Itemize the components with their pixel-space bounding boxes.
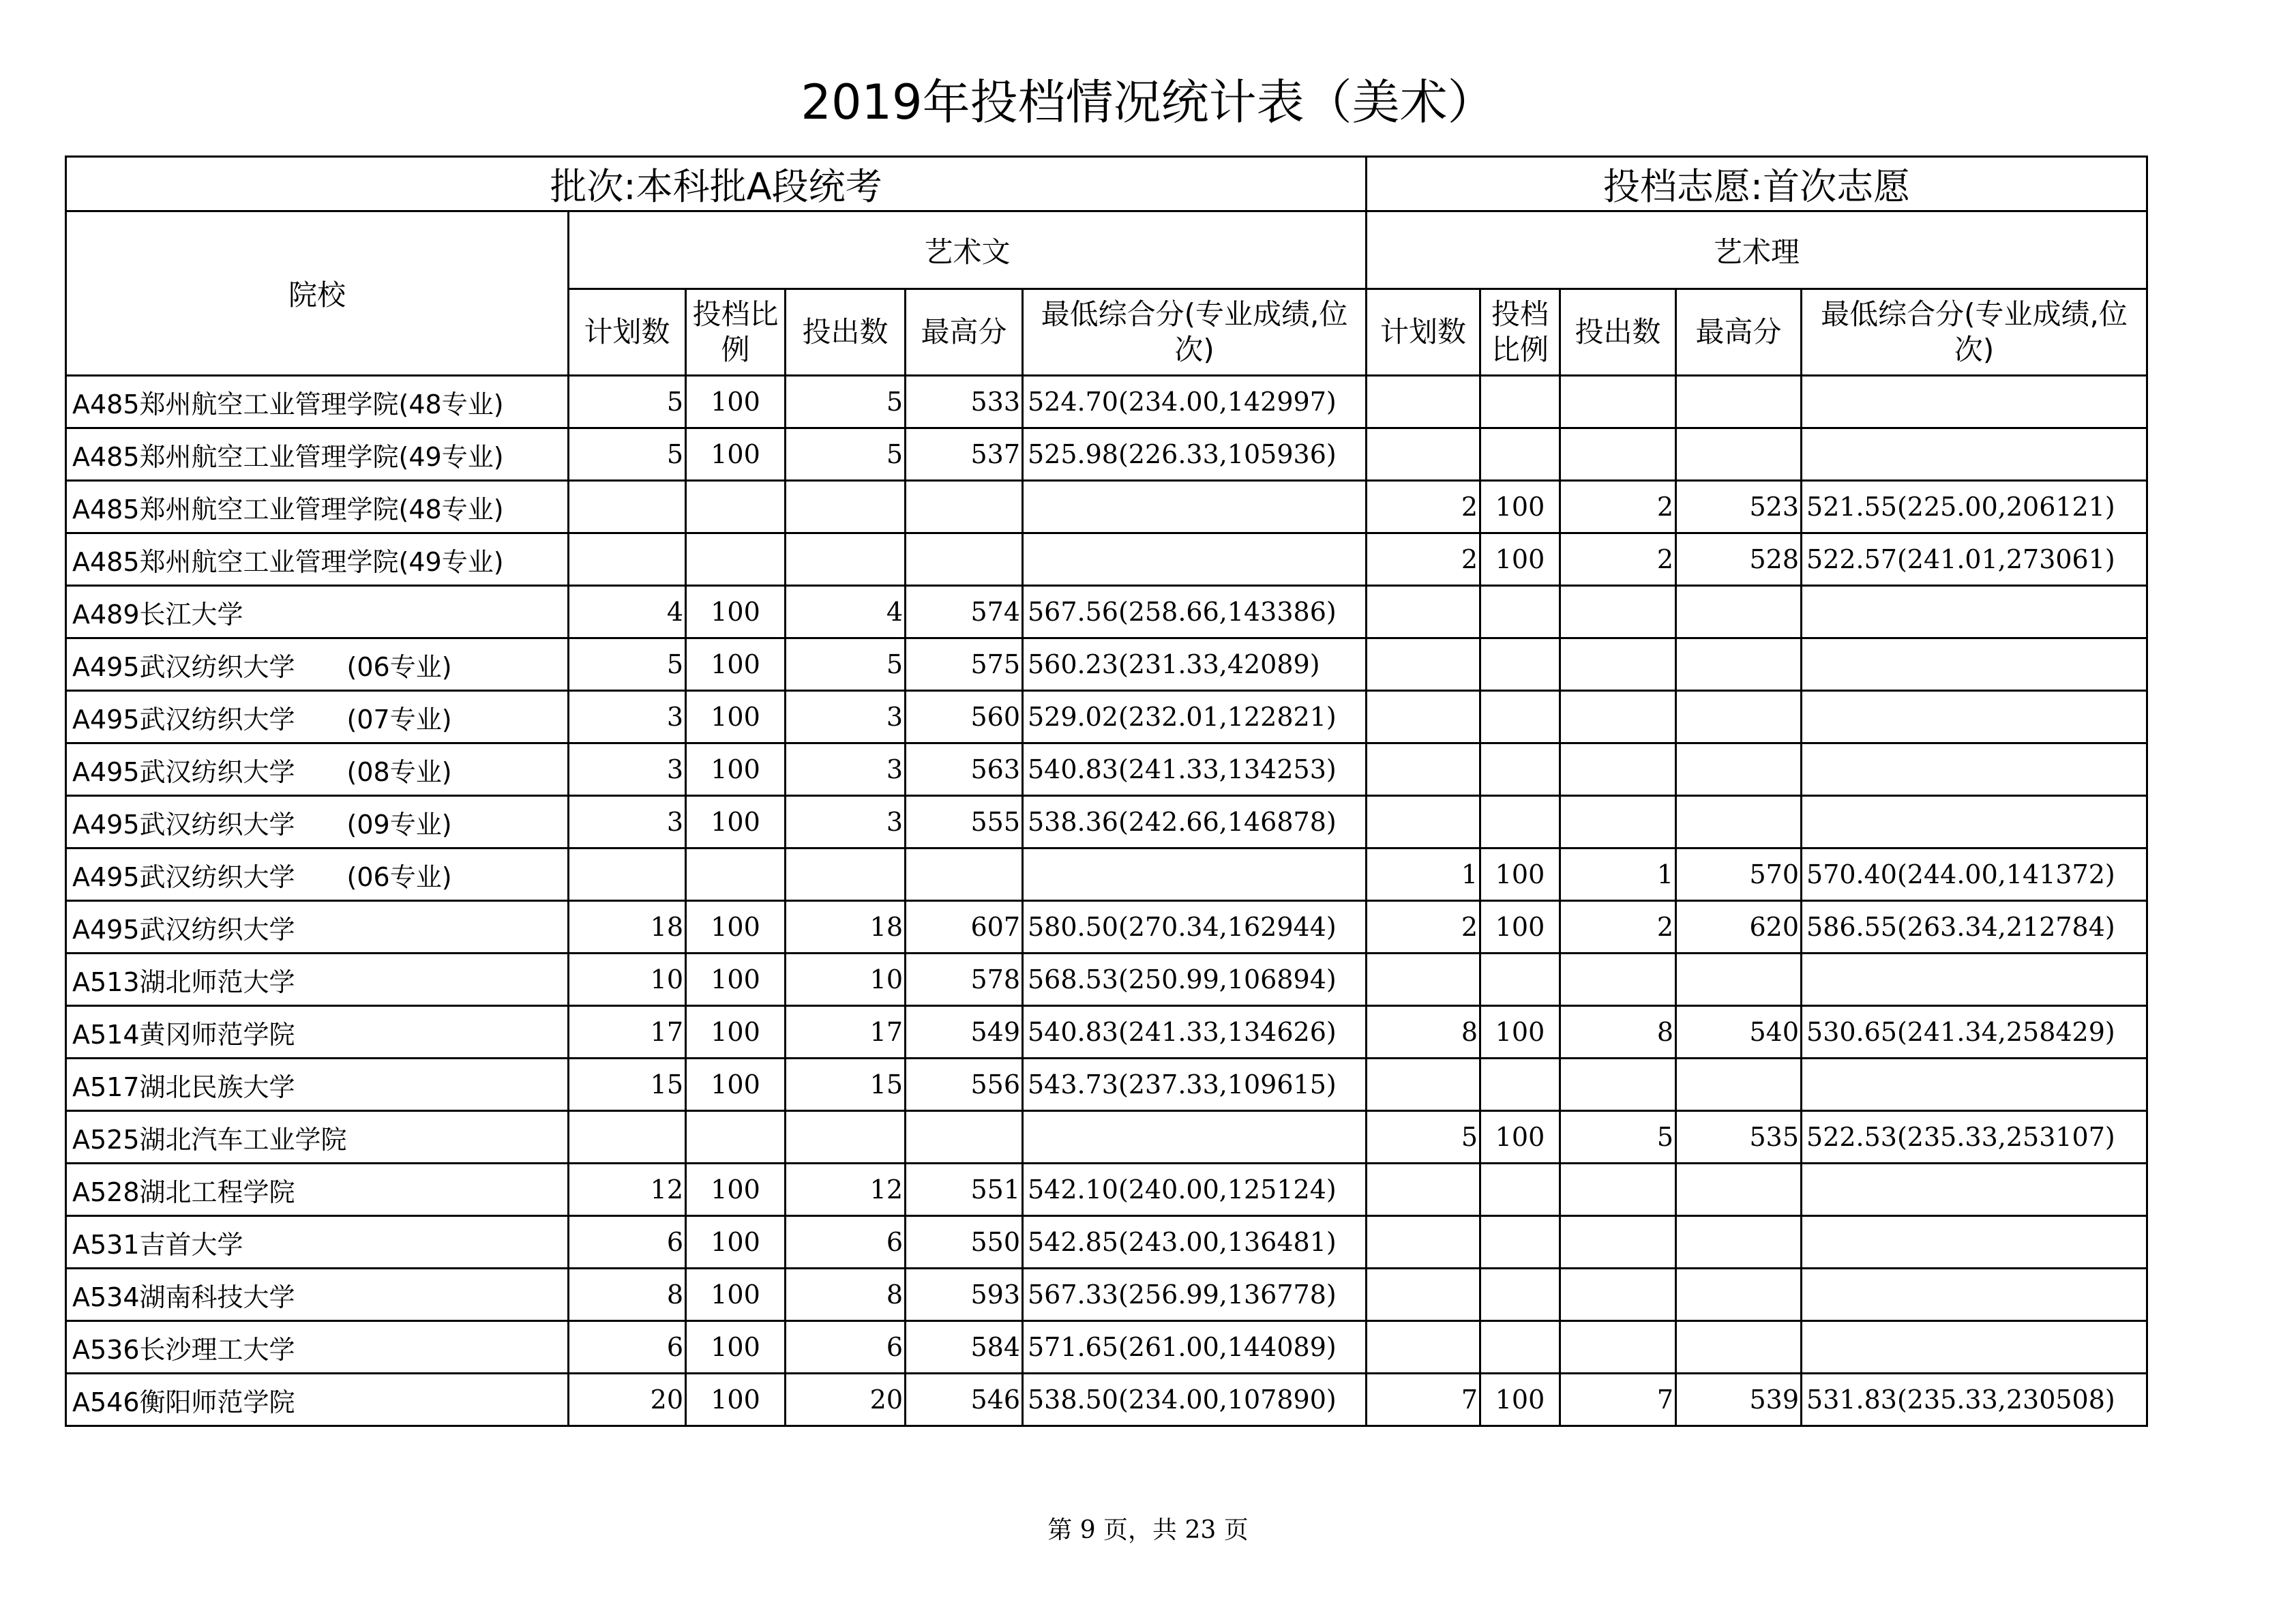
li-min-cell bbox=[1802, 376, 2147, 428]
wen-out-cell: 10 bbox=[786, 954, 906, 1006]
group-header-wen: 艺术文 bbox=[569, 211, 1367, 289]
wen-out-cell: 3 bbox=[786, 743, 906, 796]
li-plan-cell: 2 bbox=[1367, 533, 1480, 586]
table-row bbox=[66, 428, 2147, 481]
wen-min-cell: 524.70(234.00,142997) bbox=[1023, 376, 1367, 428]
li-ratio-cell bbox=[1480, 1059, 1560, 1111]
li-plan-cell bbox=[1367, 691, 1480, 743]
wen-out-cell bbox=[786, 848, 906, 901]
wen-out-cell: 20 bbox=[786, 1374, 906, 1426]
li-out-cell bbox=[1560, 1059, 1676, 1111]
wen-max-cell: 533 bbox=[906, 376, 1023, 428]
li-min-cell bbox=[1802, 586, 2147, 638]
li-ratio-cell bbox=[1480, 1321, 1560, 1374]
wen-plan-cell: 10 bbox=[569, 954, 686, 1006]
wen-ratio-cell: 100 bbox=[686, 954, 786, 1006]
wen-plan-cell bbox=[569, 1111, 686, 1164]
wen-ratio-cell bbox=[686, 481, 786, 533]
li-plan-cell: 7 bbox=[1367, 1374, 1480, 1426]
li-ratio-cell: 100 bbox=[1480, 1374, 1560, 1426]
li-max-cell: 535 bbox=[1676, 1111, 1802, 1164]
li-plan-cell bbox=[1367, 376, 1480, 428]
li-out-cell bbox=[1560, 1321, 1676, 1374]
wen-out-cell bbox=[786, 533, 906, 586]
school-name-cell: A495武汉纺织大学 (06专业) bbox=[66, 848, 569, 901]
li-max-cell bbox=[1676, 1269, 1802, 1321]
wen-min-cell: 567.56(258.66,143386) bbox=[1023, 586, 1367, 638]
wen-ratio-header: 投档比例 bbox=[686, 289, 786, 376]
li-plan-cell bbox=[1367, 1321, 1480, 1374]
table-row bbox=[66, 638, 2147, 691]
wen-max-cell: 556 bbox=[906, 1059, 1023, 1111]
table-row bbox=[66, 743, 2147, 796]
li-max-header: 最高分 bbox=[1676, 289, 1802, 376]
li-max-cell bbox=[1676, 376, 1802, 428]
wen-ratio-cell bbox=[686, 848, 786, 901]
wen-ratio-cell: 100 bbox=[686, 586, 786, 638]
li-plan-cell: 8 bbox=[1367, 1006, 1480, 1059]
wen-ratio-cell bbox=[686, 1111, 786, 1164]
school-name-cell: A485郑州航空工业管理学院(49专业) bbox=[66, 428, 569, 481]
batch-label: 批次:本科批A段统考 bbox=[66, 157, 1367, 211]
school-name-cell: A495武汉纺织大学 bbox=[66, 901, 569, 954]
li-max-cell: 528 bbox=[1676, 533, 1802, 586]
school-column-header: 院校 bbox=[66, 211, 569, 376]
wen-min-cell bbox=[1023, 533, 1367, 586]
li-max-cell: 523 bbox=[1676, 481, 1802, 533]
table-row bbox=[66, 1006, 2147, 1059]
li-max-cell bbox=[1676, 954, 1802, 1006]
wen-min-cell: 560.23(231.33,42089) bbox=[1023, 638, 1367, 691]
li-min-cell bbox=[1802, 954, 2147, 1006]
table-row bbox=[66, 1164, 2147, 1216]
li-ratio-cell: 100 bbox=[1480, 533, 1560, 586]
wen-ratio-cell: 100 bbox=[686, 1321, 786, 1374]
li-ratio-cell: 100 bbox=[1480, 1006, 1560, 1059]
wen-plan-cell: 5 bbox=[569, 428, 686, 481]
li-out-cell bbox=[1560, 1269, 1676, 1321]
wen-out-cell bbox=[786, 481, 906, 533]
volunteer-label: 投档志愿:首次志愿 bbox=[1367, 157, 2147, 211]
li-plan-cell bbox=[1367, 954, 1480, 1006]
wen-plan-cell bbox=[569, 533, 686, 586]
wen-out-cell: 18 bbox=[786, 901, 906, 954]
wen-max-cell: 550 bbox=[906, 1216, 1023, 1269]
wen-plan-cell bbox=[569, 481, 686, 533]
li-max-cell bbox=[1676, 691, 1802, 743]
table-row bbox=[66, 901, 2147, 954]
li-min-cell bbox=[1802, 1164, 2147, 1216]
li-out-cell bbox=[1560, 954, 1676, 1006]
wen-plan-cell: 15 bbox=[569, 1059, 686, 1111]
wen-plan-cell: 17 bbox=[569, 1006, 686, 1059]
li-max-cell: 539 bbox=[1676, 1374, 1802, 1426]
li-out-header: 投出数 bbox=[1560, 289, 1676, 376]
table-row bbox=[66, 481, 2147, 533]
wen-min-cell: 540.83(241.33,134253) bbox=[1023, 743, 1367, 796]
li-min-cell: 521.55(225.00,206121) bbox=[1802, 481, 2147, 533]
wen-ratio-cell: 100 bbox=[686, 1216, 786, 1269]
li-out-cell: 5 bbox=[1560, 1111, 1676, 1164]
wen-ratio-cell bbox=[686, 533, 786, 586]
school-name-cell: A489长江大学 bbox=[66, 586, 569, 638]
school-name-cell: A517湖北民族大学 bbox=[66, 1059, 569, 1111]
li-plan-cell bbox=[1367, 586, 1480, 638]
wen-max-cell: 560 bbox=[906, 691, 1023, 743]
wen-plan-cell: 3 bbox=[569, 743, 686, 796]
wen-ratio-cell: 100 bbox=[686, 1006, 786, 1059]
wen-max-cell: 546 bbox=[906, 1374, 1023, 1426]
wen-min-cell: 542.85(243.00,136481) bbox=[1023, 1216, 1367, 1269]
school-name-cell: A495武汉纺织大学 (09专业) bbox=[66, 796, 569, 848]
wen-plan-cell: 4 bbox=[569, 586, 686, 638]
wen-plan-cell: 12 bbox=[569, 1164, 686, 1216]
school-name-cell: A546衡阳师范学院 bbox=[66, 1374, 569, 1426]
wen-min-cell: 529.02(232.01,122821) bbox=[1023, 691, 1367, 743]
group-header-row bbox=[66, 211, 2147, 289]
li-min-cell: 522.53(235.33,253107) bbox=[1802, 1111, 2147, 1164]
wen-out-cell: 8 bbox=[786, 1269, 906, 1321]
wen-out-cell: 4 bbox=[786, 586, 906, 638]
wen-max-cell: 607 bbox=[906, 901, 1023, 954]
li-ratio-cell bbox=[1480, 691, 1560, 743]
wen-plan-cell: 5 bbox=[569, 638, 686, 691]
wen-ratio-cell: 100 bbox=[686, 1269, 786, 1321]
li-max-cell bbox=[1676, 1059, 1802, 1111]
li-out-cell bbox=[1560, 428, 1676, 481]
li-ratio-cell bbox=[1480, 1269, 1560, 1321]
li-out-cell bbox=[1560, 586, 1676, 638]
li-min-cell: 586.55(263.34,212784) bbox=[1802, 901, 2147, 954]
wen-out-cell: 12 bbox=[786, 1164, 906, 1216]
wen-ratio-cell: 100 bbox=[686, 901, 786, 954]
wen-ratio-cell: 100 bbox=[686, 638, 786, 691]
wen-out-cell: 6 bbox=[786, 1321, 906, 1374]
wen-max-cell: 575 bbox=[906, 638, 1023, 691]
li-out-cell: 1 bbox=[1560, 848, 1676, 901]
wen-min-cell: 542.10(240.00,125124) bbox=[1023, 1164, 1367, 1216]
school-name-cell: A514黄冈师范学院 bbox=[66, 1006, 569, 1059]
wen-out-cell: 5 bbox=[786, 428, 906, 481]
admission-table bbox=[65, 156, 2148, 1427]
li-plan-cell bbox=[1367, 428, 1480, 481]
wen-min-cell bbox=[1023, 848, 1367, 901]
wen-ratio-cell: 100 bbox=[686, 376, 786, 428]
li-min-cell bbox=[1802, 1269, 2147, 1321]
li-ratio-cell bbox=[1480, 743, 1560, 796]
li-max-cell bbox=[1676, 428, 1802, 481]
wen-ratio-cell: 100 bbox=[686, 428, 786, 481]
wen-plan-cell: 5 bbox=[569, 376, 686, 428]
wen-plan-cell: 20 bbox=[569, 1374, 686, 1426]
school-name-cell: A485郑州航空工业管理学院(49专业) bbox=[66, 533, 569, 586]
li-ratio-cell bbox=[1480, 428, 1560, 481]
li-out-cell: 2 bbox=[1560, 901, 1676, 954]
wen-min-header: 最低综合分(专业成绩,位次) bbox=[1023, 289, 1367, 376]
li-plan-cell bbox=[1367, 638, 1480, 691]
school-name-cell: A536长沙理工大学 bbox=[66, 1321, 569, 1374]
wen-ratio-cell: 100 bbox=[686, 1374, 786, 1426]
li-plan-cell bbox=[1367, 1216, 1480, 1269]
wen-min-cell: 580.50(270.34,162944) bbox=[1023, 901, 1367, 954]
table-row bbox=[66, 376, 2147, 428]
li-out-cell bbox=[1560, 1216, 1676, 1269]
page-footer: 第 9 页，共 23 页 bbox=[1047, 1516, 1249, 1544]
wen-min-cell: 543.73(237.33,109615) bbox=[1023, 1059, 1367, 1111]
table-row bbox=[66, 848, 2147, 901]
wen-ratio-cell: 100 bbox=[686, 1059, 786, 1111]
wen-max-cell: 537 bbox=[906, 428, 1023, 481]
table-row bbox=[66, 1216, 2147, 1269]
li-plan-cell bbox=[1367, 1059, 1480, 1111]
wen-min-cell: 540.83(241.33,134626) bbox=[1023, 1006, 1367, 1059]
school-name-cell: A528湖北工程学院 bbox=[66, 1164, 569, 1216]
li-out-cell bbox=[1560, 376, 1676, 428]
li-max-cell bbox=[1676, 1216, 1802, 1269]
li-max-cell bbox=[1676, 1164, 1802, 1216]
table-row bbox=[66, 533, 2147, 586]
li-min-header: 最低综合分(专业成绩,位次) bbox=[1802, 289, 2147, 376]
table-row bbox=[66, 1059, 2147, 1111]
wen-out-cell: 17 bbox=[786, 1006, 906, 1059]
wen-max-cell: 584 bbox=[906, 1321, 1023, 1374]
wen-min-cell: 571.65(261.00,144089) bbox=[1023, 1321, 1367, 1374]
wen-min-cell: 567.33(256.99,136778) bbox=[1023, 1269, 1367, 1321]
li-min-cell bbox=[1802, 1216, 2147, 1269]
li-plan-header: 计划数 bbox=[1367, 289, 1480, 376]
wen-plan-header: 计划数 bbox=[569, 289, 686, 376]
wen-ratio-cell: 100 bbox=[686, 796, 786, 848]
table-row bbox=[66, 586, 2147, 638]
wen-max-cell bbox=[906, 481, 1023, 533]
li-min-cell: 531.83(235.33,230508) bbox=[1802, 1374, 2147, 1426]
li-out-cell: 8 bbox=[1560, 1006, 1676, 1059]
li-ratio-cell: 100 bbox=[1480, 1111, 1560, 1164]
wen-plan-cell: 18 bbox=[569, 901, 686, 954]
wen-out-header: 投出数 bbox=[786, 289, 906, 376]
li-max-cell: 620 bbox=[1676, 901, 1802, 954]
li-plan-cell bbox=[1367, 1164, 1480, 1216]
li-max-cell bbox=[1676, 1321, 1802, 1374]
table-row bbox=[66, 1111, 2147, 1164]
li-ratio-cell: 100 bbox=[1480, 481, 1560, 533]
wen-plan-cell: 8 bbox=[569, 1269, 686, 1321]
wen-max-cell: 593 bbox=[906, 1269, 1023, 1321]
wen-max-cell: 551 bbox=[906, 1164, 1023, 1216]
li-out-cell bbox=[1560, 796, 1676, 848]
wen-min-cell bbox=[1023, 481, 1367, 533]
li-ratio-cell bbox=[1480, 1216, 1560, 1269]
li-out-cell bbox=[1560, 743, 1676, 796]
li-ratio-cell bbox=[1480, 376, 1560, 428]
wen-plan-cell: 6 bbox=[569, 1216, 686, 1269]
wen-max-cell: 574 bbox=[906, 586, 1023, 638]
wen-out-cell: 5 bbox=[786, 376, 906, 428]
li-ratio-header: 投档比例 bbox=[1480, 289, 1560, 376]
wen-min-cell bbox=[1023, 1111, 1367, 1164]
li-min-cell bbox=[1802, 1321, 2147, 1374]
li-min-cell: 530.65(241.34,258429) bbox=[1802, 1006, 2147, 1059]
li-plan-cell: 2 bbox=[1367, 481, 1480, 533]
wen-plan-cell: 3 bbox=[569, 691, 686, 743]
table-row bbox=[66, 1374, 2147, 1426]
li-ratio-cell bbox=[1480, 586, 1560, 638]
li-out-cell bbox=[1560, 638, 1676, 691]
li-out-cell bbox=[1560, 1164, 1676, 1216]
wen-ratio-cell: 100 bbox=[686, 1164, 786, 1216]
li-ratio-cell bbox=[1480, 796, 1560, 848]
table-row bbox=[66, 691, 2147, 743]
wen-out-cell: 15 bbox=[786, 1059, 906, 1111]
page-title: 2019年投档情况统计表（美术） bbox=[801, 74, 1495, 130]
school-name-cell: A495武汉纺织大学 (07专业) bbox=[66, 691, 569, 743]
school-name-cell: A485郑州航空工业管理学院(48专业) bbox=[66, 376, 569, 428]
li-max-cell bbox=[1676, 743, 1802, 796]
wen-max-cell: 555 bbox=[906, 796, 1023, 848]
wen-max-cell bbox=[906, 848, 1023, 901]
wen-max-header: 最高分 bbox=[906, 289, 1023, 376]
wen-ratio-cell: 100 bbox=[686, 691, 786, 743]
li-min-cell bbox=[1802, 691, 2147, 743]
li-ratio-cell: 100 bbox=[1480, 901, 1560, 954]
li-plan-cell: 1 bbox=[1367, 848, 1480, 901]
wen-out-cell: 3 bbox=[786, 691, 906, 743]
li-out-cell: 2 bbox=[1560, 481, 1676, 533]
wen-max-cell bbox=[906, 1111, 1023, 1164]
wen-min-cell: 538.50(234.00,107890) bbox=[1023, 1374, 1367, 1426]
li-out-cell: 7 bbox=[1560, 1374, 1676, 1426]
li-plan-cell bbox=[1367, 743, 1480, 796]
table-row bbox=[66, 954, 2147, 1006]
wen-max-cell: 578 bbox=[906, 954, 1023, 1006]
li-plan-cell bbox=[1367, 1269, 1480, 1321]
wen-out-cell: 6 bbox=[786, 1216, 906, 1269]
school-name-cell: A525湖北汽车工业学院 bbox=[66, 1111, 569, 1164]
school-name-cell: A531吉首大学 bbox=[66, 1216, 569, 1269]
li-out-cell bbox=[1560, 691, 1676, 743]
wen-plan-cell: 6 bbox=[569, 1321, 686, 1374]
wen-plan-cell: 3 bbox=[569, 796, 686, 848]
wen-out-cell bbox=[786, 1111, 906, 1164]
school-name-cell: A495武汉纺织大学 (06专业) bbox=[66, 638, 569, 691]
li-min-cell: 522.57(241.01,273061) bbox=[1802, 533, 2147, 586]
li-plan-cell bbox=[1367, 796, 1480, 848]
li-min-cell bbox=[1802, 638, 2147, 691]
wen-max-cell bbox=[906, 533, 1023, 586]
li-plan-cell: 5 bbox=[1367, 1111, 1480, 1164]
school-name-cell: A513湖北师范大学 bbox=[66, 954, 569, 1006]
li-plan-cell: 2 bbox=[1367, 901, 1480, 954]
li-max-cell bbox=[1676, 638, 1802, 691]
li-min-cell bbox=[1802, 1059, 2147, 1111]
wen-max-cell: 549 bbox=[906, 1006, 1023, 1059]
wen-min-cell: 568.53(250.99,106894) bbox=[1023, 954, 1367, 1006]
li-ratio-cell: 100 bbox=[1480, 848, 1560, 901]
batch-row bbox=[66, 157, 2147, 211]
wen-plan-cell bbox=[569, 848, 686, 901]
li-max-cell bbox=[1676, 796, 1802, 848]
li-max-cell bbox=[1676, 586, 1802, 638]
li-max-cell: 540 bbox=[1676, 1006, 1802, 1059]
li-ratio-cell bbox=[1480, 638, 1560, 691]
wen-out-cell: 5 bbox=[786, 638, 906, 691]
li-max-cell: 570 bbox=[1676, 848, 1802, 901]
school-name-cell: A534湖南科技大学 bbox=[66, 1269, 569, 1321]
li-ratio-cell bbox=[1480, 1164, 1560, 1216]
table-row bbox=[66, 1321, 2147, 1374]
li-out-cell: 2 bbox=[1560, 533, 1676, 586]
school-name-cell: A495武汉纺织大学 (08专业) bbox=[66, 743, 569, 796]
li-min-cell bbox=[1802, 796, 2147, 848]
wen-min-cell: 538.36(242.66,146878) bbox=[1023, 796, 1367, 848]
table-row bbox=[66, 796, 2147, 848]
li-ratio-cell bbox=[1480, 954, 1560, 1006]
li-min-cell: 570.40(244.00,141372) bbox=[1802, 848, 2147, 901]
li-min-cell bbox=[1802, 428, 2147, 481]
school-name-cell: A485郑州航空工业管理学院(48专业) bbox=[66, 481, 569, 533]
li-min-cell bbox=[1802, 743, 2147, 796]
wen-ratio-cell: 100 bbox=[686, 743, 786, 796]
table-row bbox=[66, 1269, 2147, 1321]
wen-min-cell: 525.98(226.33,105936) bbox=[1023, 428, 1367, 481]
wen-out-cell: 3 bbox=[786, 796, 906, 848]
group-header-li: 艺术理 bbox=[1367, 211, 2147, 289]
wen-max-cell: 563 bbox=[906, 743, 1023, 796]
